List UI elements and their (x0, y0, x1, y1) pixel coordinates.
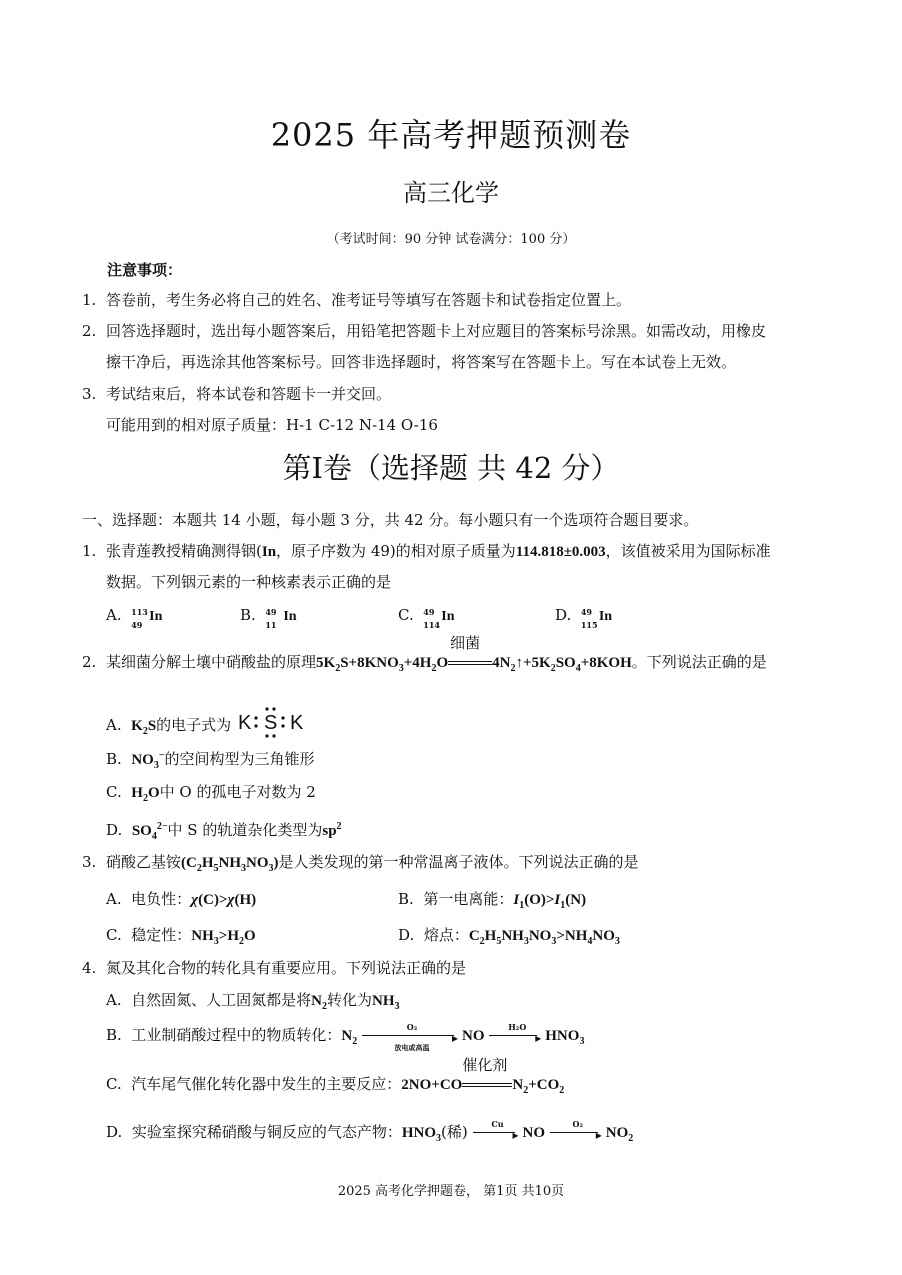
q4-option-d: D. 实验室探究稀硝酸与铜反应的气态产物：$HNO_3$(稀) Cu ▸ NO O₂ ▸ $NO_2$ (106, 1119, 634, 1144)
q4-option-a: A. 自然固氮、人工固氮都是将$N_2$转化为$NH_3$ (106, 991, 400, 1012)
page-footer: 2025 高考化学押题卷， 第1页 共10页 (337, 1184, 565, 1199)
nuclide: 113 49 (131, 607, 148, 630)
q2-option-d: D. $SO_4^{2-}$中 S 的轨道杂化类型为$sp^2$ (106, 821, 342, 842)
q4-stem: 4. 氮及其化合物的转化具有重要应用。下列说法正确的是 (82, 959, 467, 977)
reaction-arrow: O₂ ▸ (550, 1123, 606, 1143)
nuclide: 49 115 (580, 607, 598, 630)
exam-subtitle: 高三化学 (403, 179, 499, 207)
q1-stem: 1. 张青莲教授精确测得铟(In，原子序数为 49)的相对原子质量为114.818±0.003，该值被采用为国际标准 (82, 542, 771, 560)
q2-option-a: A. $K_2S$的电子式为 K S K (106, 706, 306, 742)
reaction-arrow: Cu ▸ (473, 1123, 523, 1143)
section-title: 第Ⅰ卷（选择题 共 42 分） (282, 451, 620, 485)
electron-dot-formula (236, 706, 306, 740)
q1-option-c: C. 49 114 In (398, 606, 455, 630)
exam-info: （考试时间：90 分钟 试卷满分：100 分） (326, 232, 576, 247)
notice-item-1: 1. 答卷前，考生务必将自己的姓名、准考证号等填写在答题卡和试卷指定位置上。 (82, 291, 632, 309)
nuclide: 49 11 (265, 607, 277, 630)
svg-text:K: K (237, 712, 252, 734)
notice-item-2: 2. 回答选择题时，选出每小题答案后，用铅笔把答题卡上对应题目的答案标号涂黑。如需改动，用橡皮 (82, 322, 767, 340)
equals-condition: 催化剂 (462, 1075, 512, 1095)
q3-option-c: C. 稳定性：$NH_3>H_2O$ (106, 926, 256, 947)
q2-option-b: B. $NO_3^-$的空间构型为三角锥形 (106, 750, 315, 771)
q3-option-a: A. 电负性：χ(C)>χ(H) (106, 890, 257, 908)
q3-option-d: D. 熔点：$C_2H_5NH_3NO_3>NH_4NO_3$ (398, 926, 620, 947)
q1-option-d: D. 49 115 In (555, 606, 613, 630)
reaction-arrow: O₂ ▸ 放电或高温 (362, 1026, 462, 1046)
reaction-arrow: H₂O ▸ (489, 1026, 545, 1046)
svg-text:S: S (263, 712, 278, 734)
nuclide: 49 114 (423, 607, 440, 630)
q3-stem: 3. 硝酸乙基铵$(C_2H_5NH_3NO_3)$是人类发现的第一种常温离子液体。下列说法正确的是 (82, 853, 639, 874)
notice-item-3: 3. 考试结束后，将本试卷和答题卡一并交回。 (82, 385, 392, 403)
q1-option-a: A. 113 49 In (106, 606, 163, 630)
q1-stem-line2: 数据。下列铟元素的一种核素表示正确的是 (106, 573, 392, 591)
q4-option-b: B. 工业制硝酸过程中的物质转化：$N_2$ O₂ ▸ 放电或高温 NO H₂O ▸ $HNO_3$ (106, 1022, 585, 1052)
equals-condition: 细菌 (448, 653, 492, 673)
atomic-mass-line: 可能用到的相对原子质量：H-1 C-12 N-14 O-16 (106, 416, 438, 434)
svg-text:K: K (289, 712, 304, 734)
notice-item-2-cont: 擦干净后，再选涂其他答案标号。回答非选择题时，将答案写在答题卡上。写在本试卷上无效。 (106, 353, 737, 371)
notice-heading: 注意事项： (107, 261, 183, 279)
q2-option-c: C. $H_2O$中 O 的孤电子对数为 2 (106, 783, 316, 804)
q2-equation: $5K_2S+8KNO_3+4H_2O$ (316, 655, 449, 674)
q2-stem: 2. 某细菌分解土壤中硝酸盐的原理$5K_2S+8KNO_3+4H_2O$ 细菌 $4N_2↑+5K_2SO_4+8KOH$。下列说法正确的是 (82, 634, 767, 674)
q3-option-b: B. 第一电离能：$I_1(O)>I_1(N)$ (398, 890, 587, 911)
q4-option-c: C. 汽车尾气催化转化器中发生的主要反应：2NO+CO 催化剂 $N_2+CO_2$ (106, 1056, 565, 1096)
part-intro: 一、选择题：本题共 14 小题，每小题 3 分，共 42 分。每小题只有一个选项符合题目要求。 (82, 511, 699, 529)
exam-title: 2025 年高考押题预测卷 (270, 116, 632, 154)
q1-option-b: B. 49 11 In (240, 606, 297, 630)
